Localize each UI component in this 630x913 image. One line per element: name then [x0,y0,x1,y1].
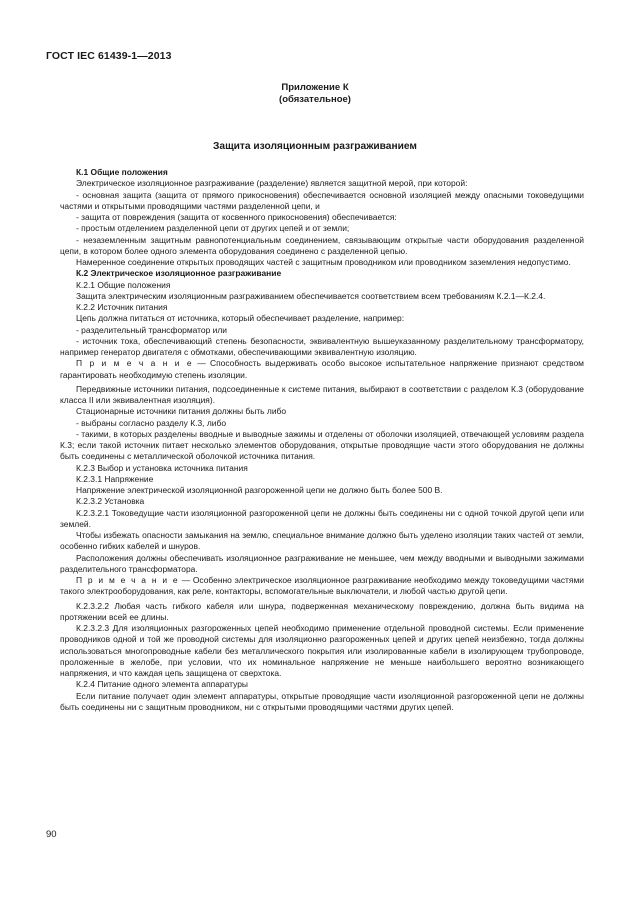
body-paragraph: Чтобы избежать опасности замыкания на землю, специальное внимание должно быть уделено изоляции таких частей от земли, особенно гибких кабелей и шнуров. [60,530,584,552]
body-paragraph: Защита электрическим изоляционным разграживанием обеспечивается соответствием всем требованиям К.2.1—К.2.4. [76,290,546,301]
body-paragraph: К.2.3.2.3 Для изоляционных разгороженных цепей необходимо применение отдельной проводной системы. Если применение проводников одной и той же проводной системы для изоляционно разгороженных цепей и других цепей неизбежно, тогда должны использоваться многопроводные кабели без металлического покрытия или изолированные кабели в изолирующем трубопроводе, проложенные в желобе, при условии, что их номинальное напряжение не меньше наибольшего вероятно возникающего напряжения, и что каждая цепь защищена от сверхтока. [60,623,584,678]
body-paragraph: - выбраны согласно разделу К.3, либо [76,417,227,428]
subsection-heading: К.2 Электрическое изоляционное разграживание [76,268,282,279]
note-label: П р и м е ч а н и е [76,358,194,369]
note-text: — Особенно электрическое изоляционное разграживание необходимо между токоведущими частями такого электрооборудования, как реле, контакторы, вспомогательные выключатели, и любой частью другой цепи. [60,575,584,597]
body-paragraph: - источник тока, обеспечивающий степень безопасности, эквивалентную вышеуказанному разделительному трансформатору, например генератор двигателя с обмотками, обеспечивающими эквивалентную изоляцию. [60,335,584,357]
body-paragraph: - основная защита (защита от прямого прикосновения) обеспечивается основной изоляцией между опасными токоведущими частями и открытыми проводящими частями разделенной цепи, и [60,189,584,211]
body-paragraph: К.2.3.2.1 Токоведущие части изоляционной разгороженной цепи не должны быть соединены ни с одной точкой другой цепи или землей. [60,507,584,529]
body-paragraph: Намеренное соединение открытых проводящих частей с защитным проводником или проводником заземления недопустимо. [76,257,571,267]
body-paragraph: К.2.3.2.2 Любая часть гибкого кабеля или шнура, подверженная механическому повреждению, должна быть видима на протяжении всей ее длины. [60,600,584,622]
body-paragraph: Расположения должны обеспечивать изоляционное разграживание не меньшее, чем между вводными и выводными зажимами разделительного трансформатора. [60,552,584,574]
note-label: П р и м е ч а н и е [76,575,180,585]
body-paragraph: Передвижные источники питания, подсоединенные к системе питания, выбирают в соответствии с разделом К.3 (оборудование класса II или эквивалентная изоляция). [60,383,584,405]
body-paragraph: Стационарные источники питания должны быть либо [76,406,287,417]
body-paragraph: К.2.1 Общие положения [76,279,171,290]
body-paragraph: К.2.3.2 Установка [76,496,145,507]
body-paragraph: - защита от повреждения (защита от косвенного прикосновения) обеспечивается: [76,212,397,222]
body-paragraph: Напряжение электрической изоляционной разгороженной цепи не должно быть более 500 В. [76,485,443,495]
annex-title: Приложение К [281,82,349,93]
note-paragraph [60,575,584,598]
note-paragraph [60,358,584,381]
body-paragraph: К.2.3.1 Напряжение [76,473,154,484]
annex-subtitle: (обязательное) [279,94,351,105]
note-text: — Способность выдерживать особо высокое испытательное напряжение признают средством гарантировать необходимую степень изоляции. [60,358,584,380]
page-number: 90 [46,829,57,840]
document-body [60,167,584,713]
body-paragraph: К.2.2 Источник питания [76,302,168,312]
body-paragraph: Цепь должна питаться от источника, который обеспечивает разделение, например: [76,313,405,324]
body-paragraph: - незаземленным защитным равнопотенциальным соединением, связывающим открытые части оборудования разделенной цепи, в котором более одного элемента оборудования соединено с разделенной цепью. [60,234,584,256]
body-paragraph: - такими, в которых разделены вводные и выводные зажимы и отделены от оболочки изоляцией, отвечающей условиям раздела К.3; если такой источник питает несколько элементов оборудования, открытые проводящие части этого оборудования не должны быть соединены с металлической оболочкой источника питания. [60,428,584,462]
body-paragraph: - простым отделением разделенной цепи от других цепей и от земли; [76,223,350,234]
section-title: Защита изоляционным разграживанием [213,141,417,152]
body-paragraph: Электрическое изоляционное разграживание (разделение) является защитной мерой, при которой: [76,178,468,189]
body-paragraph: К.2.3 Выбор и установка источника питания [76,462,248,473]
subsection-heading: К.1 Общие положения [76,167,168,177]
body-paragraph: - разделительный трансформатор или [76,324,227,335]
body-paragraph: Если питание получает один элемент аппаратуры, открытые проводящие части изоляционной разгороженной цепи не должны быть соединены ни с защитным проводником, ни с открытыми проводящими частями других цепей. [60,690,584,712]
document-header: ГОСТ IEC 61439-1—2013 [46,50,172,62]
body-paragraph: К.2.4 Питание одного элемента аппаратуры [76,679,248,690]
